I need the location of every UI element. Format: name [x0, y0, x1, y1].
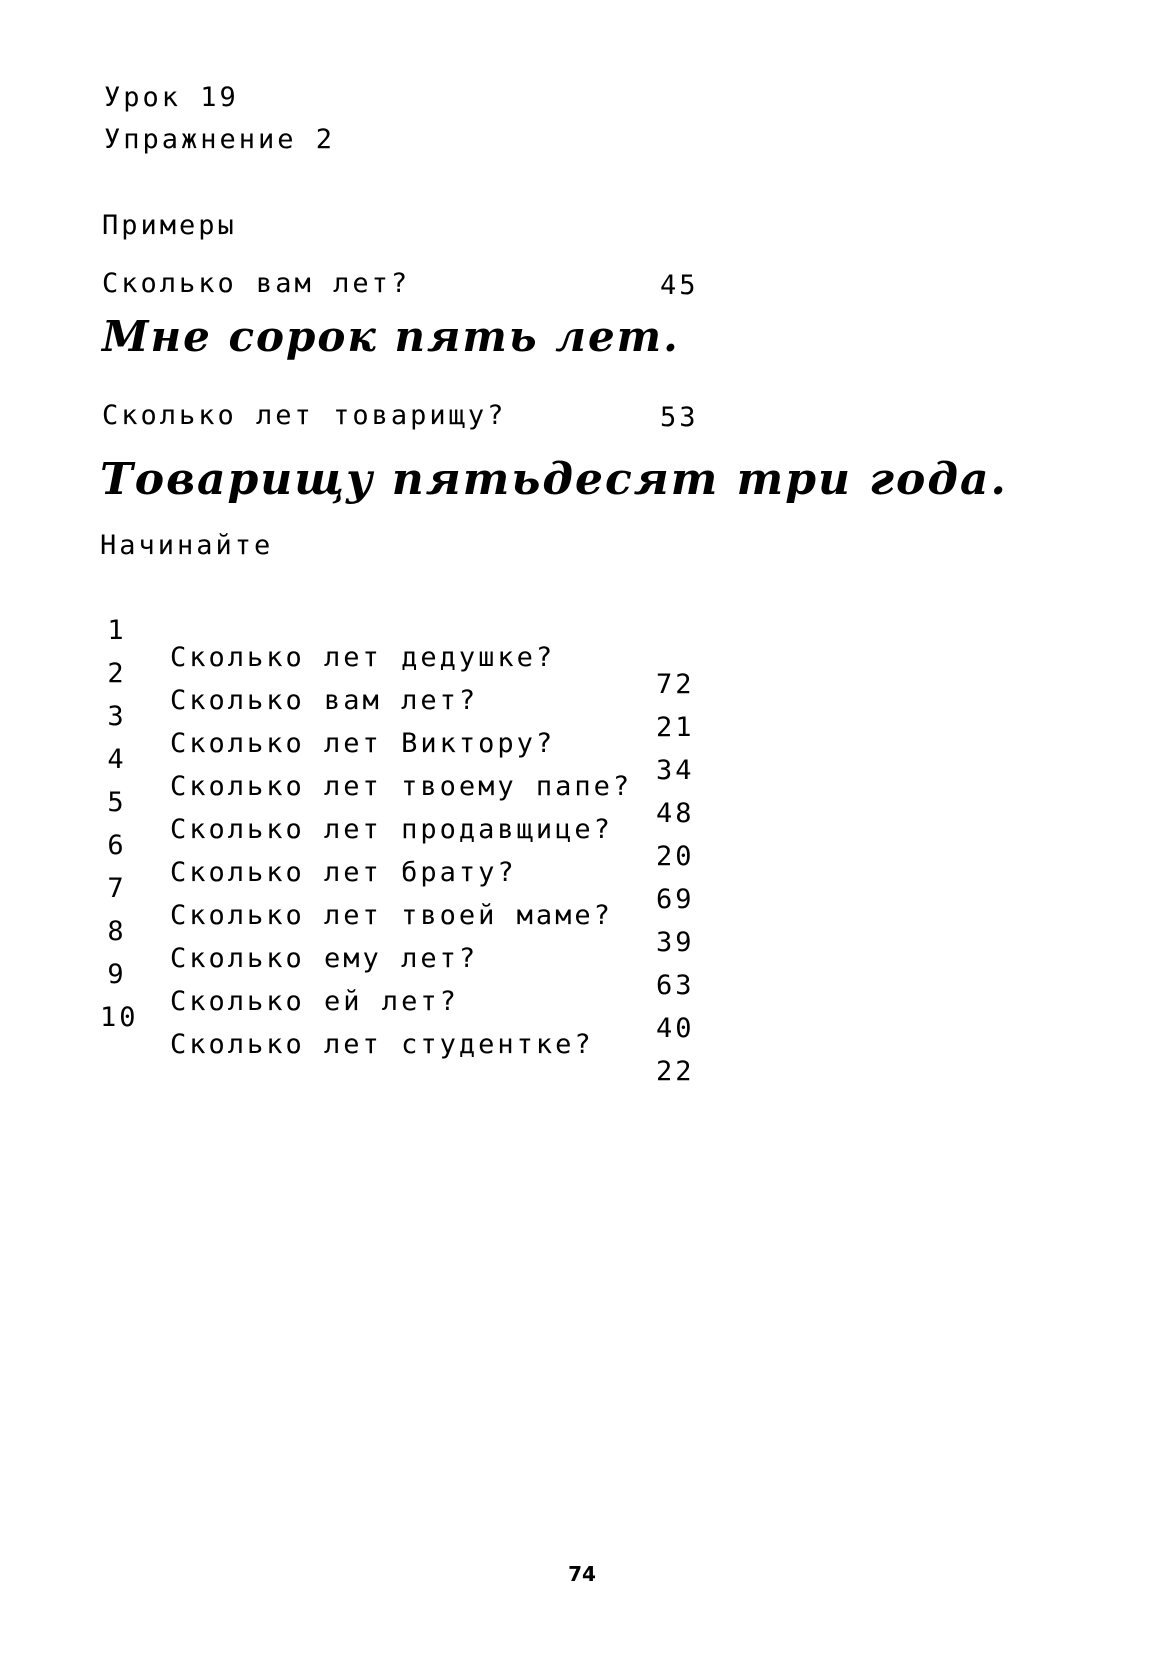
item-age: 22: [656, 1056, 695, 1087]
item-age: 40: [656, 1013, 695, 1044]
item-question: Сколько лет твоему папе?: [170, 771, 633, 802]
item-question: Сколько лет студентке?: [170, 1029, 594, 1060]
item-question: Сколько лет твоей маме?: [170, 900, 613, 931]
item-number: 9: [107, 959, 127, 990]
item-question: Сколько лет продавщице?: [170, 814, 613, 845]
example-age: 45: [660, 270, 699, 301]
item-age: 34: [656, 755, 695, 786]
example-handwritten-answer: Товарищу пятьдесят три года.: [100, 454, 1008, 505]
examples-heading: Примеры: [102, 210, 237, 241]
item-question: Сколько вам лет?: [170, 685, 479, 716]
item-age: 48: [656, 798, 695, 829]
item-age: 20: [656, 841, 695, 872]
example-question: Сколько лет товарищу?: [102, 400, 507, 431]
item-question: Сколько лет дедушке?: [170, 642, 556, 673]
list-item: [100, 590, 720, 700]
exercise-title: Упражнение 2: [104, 124, 336, 155]
item-number: 2: [107, 658, 127, 689]
item-number: 3: [107, 701, 127, 732]
item-number: 4: [107, 744, 127, 775]
item-number: 6: [107, 830, 127, 861]
item-number: 8: [107, 916, 127, 947]
item-age: 72: [656, 669, 695, 700]
item-question: Сколько лет брату?: [170, 857, 517, 888]
page-number: 74: [568, 1562, 596, 1586]
item-number: 1: [107, 615, 127, 646]
item-question: Сколько ему лет?: [170, 943, 479, 974]
item-age: 69: [656, 884, 695, 915]
item-age: 63: [656, 970, 695, 1001]
example-handwritten-answer: Мне сорок пять лет.: [102, 312, 680, 361]
item-question: Сколько лет Виктору?: [170, 728, 556, 759]
item-number: 5: [107, 787, 127, 818]
item-age: 21: [656, 712, 695, 743]
item-number: 10: [100, 1002, 139, 1033]
lesson-title: Урок 19: [104, 82, 239, 113]
item-question: Сколько ей лет?: [170, 986, 459, 1017]
example-age: 53: [660, 402, 699, 433]
item-age: 39: [656, 927, 695, 958]
exercise-list-heading: Начинайте: [100, 530, 274, 561]
example-question: Сколько вам лет?: [102, 268, 411, 299]
item-number: 7: [107, 873, 127, 904]
